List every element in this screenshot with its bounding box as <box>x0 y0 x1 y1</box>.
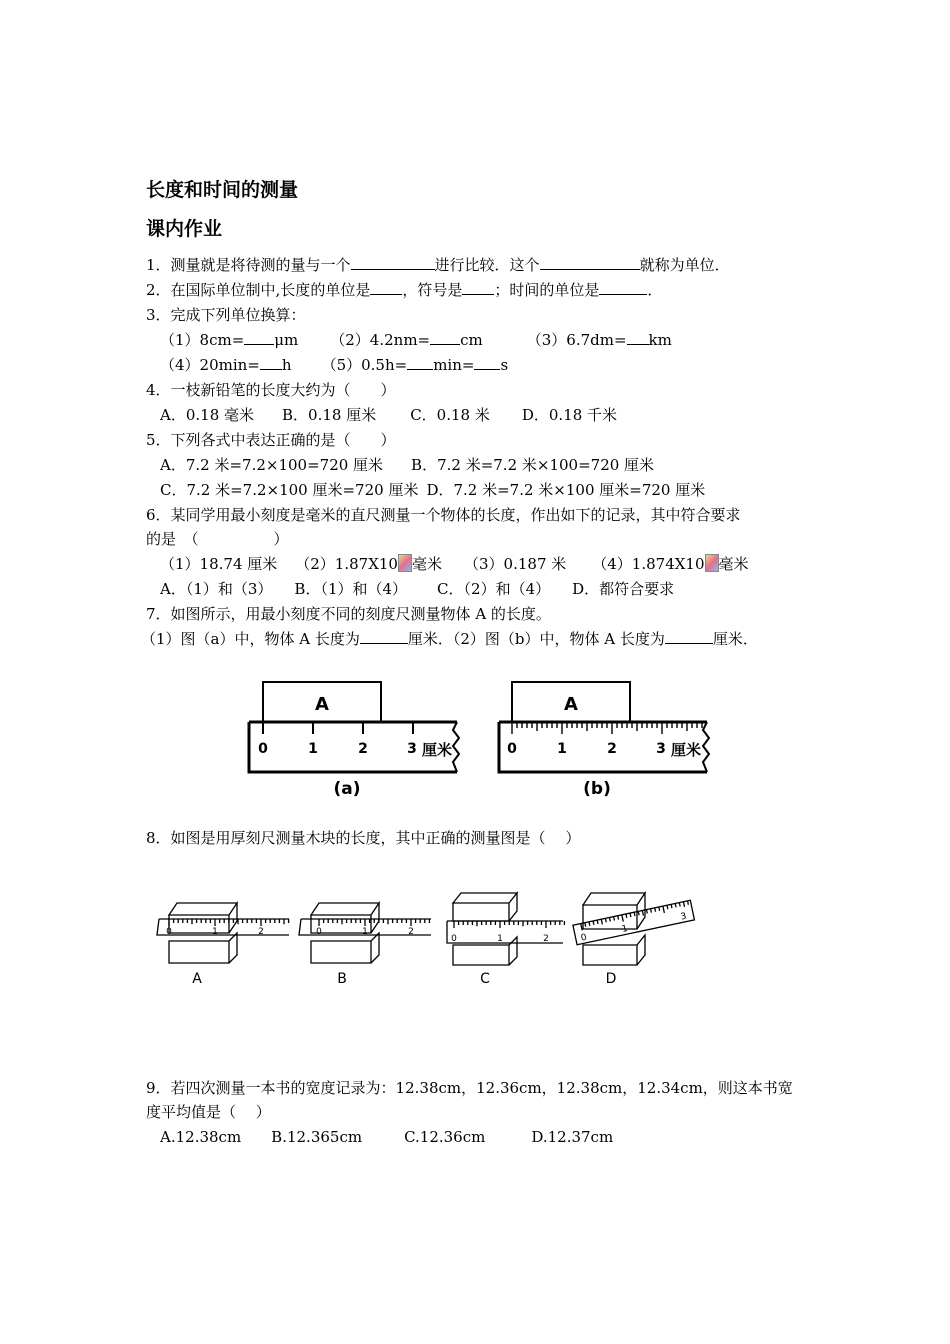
svg-text:0: 0 <box>451 934 457 944</box>
figure-c <box>447 893 564 987</box>
svg-text:1: 1 <box>497 934 503 944</box>
question-6-stem-2: 的是 （ ） <box>146 530 289 548</box>
ruler-a <box>249 682 459 799</box>
svg-text:0: 0 <box>316 927 322 937</box>
question-1: 1．测量就是将待测的量与一个 进行比较．这个 就称为单位． <box>146 256 730 274</box>
figure-b <box>299 903 431 987</box>
broken-image-icon <box>705 554 719 572</box>
figure-label-c: C <box>480 971 490 987</box>
svg-text:0: 0 <box>580 932 588 944</box>
svg-text:1: 1 <box>362 927 368 937</box>
question-3-row-1: （1）8cm= μm （2）4.2nm= cm （3）6.7dm= km <box>160 331 672 349</box>
svg-text:1: 1 <box>621 924 629 935</box>
question-2: 2．在国际单位制中,长度的单位是 ，符号是 ；时间的单位是 ． <box>146 281 663 299</box>
question-7-subquestions: （1）图（a）中，物体 A 长度为 厘米．（2）图（b）中，物体 A 长度为 厘米． <box>141 630 758 648</box>
svg-text:2: 2 <box>408 927 414 937</box>
tick-label-a-2: 2 <box>358 741 368 757</box>
tick-label-a-3: 3 <box>407 741 417 757</box>
question-6-stem-1: 6．某同学用最小刻度是毫米的直尺测量一个物体的长度，作出如下的记录，其中符合要求 <box>146 506 741 524</box>
broken-image-icon <box>398 554 412 572</box>
question-9-stem-1: 9．若四次测量一本书的宽度记录为：12.38cm，12.36cm，12.38cm，12.34cm，则这本书宽 <box>146 1079 793 1097</box>
ruler-figure-q8 <box>155 885 715 990</box>
unit-label-a: 厘米 <box>421 741 453 759</box>
section-title: 课内作业 <box>146 218 223 240</box>
figure-a <box>157 903 289 987</box>
block-label-a: A <box>315 694 329 715</box>
caption-a: (a) <box>333 779 361 799</box>
question-4-stem: 4．一枝新铅笔的长度大约为（ ） <box>146 381 396 399</box>
svg-text:3: 3 <box>679 911 688 923</box>
tick-label-b-0: 0 <box>507 741 517 757</box>
figure-d <box>573 893 695 987</box>
figure-label-d: D <box>605 971 617 987</box>
figure-label-b: B <box>337 971 347 987</box>
question-3-stem: 3．完成下列单位换算： <box>146 306 306 324</box>
question-9-options: A.12.38cm B.12.365cm C.12.36cm D.12.37cm <box>160 1128 614 1146</box>
question-5-options-1: A．7.2 米=7.2×100=720 厘米 B．7.2 米=7.2 米×100=720 厘米 <box>160 456 655 474</box>
unit-label-b: 厘米 <box>670 741 702 759</box>
tick-label-b-2: 2 <box>607 741 617 757</box>
svg-text:2: 2 <box>543 934 549 944</box>
svg-text:1: 1 <box>212 927 218 937</box>
tick-label-b-3: 3 <box>656 741 666 757</box>
caption-b: (b) <box>583 779 611 799</box>
question-3-row-2: （4）20min= h （5）0.5h= min= s <box>160 356 509 374</box>
question-4-options: A．0.18 毫米 B．0.18 厘米 C．0.18 米 D．0.18 千米 <box>160 406 618 424</box>
ruler-b <box>499 682 709 799</box>
svg-text:2: 2 <box>258 927 264 937</box>
page-title: 长度和时间的测量 <box>146 179 299 201</box>
question-6-records: （1）18.74 厘米 （2）1.87X10 毫米 （3）0.187 米 （4）1.874X10 毫米 <box>160 555 749 573</box>
question-5-options-2: C．7.2 米=7.2×100 厘米=720 厘米 D．7.2 米=7.2 米×100 厘米=720 厘米 <box>160 481 706 499</box>
block-label-b: A <box>564 694 578 715</box>
figure-label-a: A <box>192 971 202 987</box>
tick-label-b-1: 1 <box>557 741 567 757</box>
tick-label-a-0: 0 <box>258 741 268 757</box>
tick-label-a-1: 1 <box>308 741 318 757</box>
question-6-options: A．（1）和（3） B．（1）和（4） C．（2）和（4） D．都符合要求 <box>160 580 675 598</box>
ruler-figure-q7 <box>245 676 715 802</box>
question-5-stem: 5．下列各式中表达正确的是（ ） <box>146 431 396 449</box>
question-9-stem-2: 度平均值是（ ） <box>146 1103 271 1121</box>
svg-text:0: 0 <box>166 927 172 937</box>
question-8-stem: 8．如图是用厚刻尺测量木块的长度，其中正确的测量图是（ ） <box>146 829 581 847</box>
question-7-stem: 7．如图所示，用最小刻度不同的刻度尺测量物体 A 的长度。 <box>146 605 551 623</box>
